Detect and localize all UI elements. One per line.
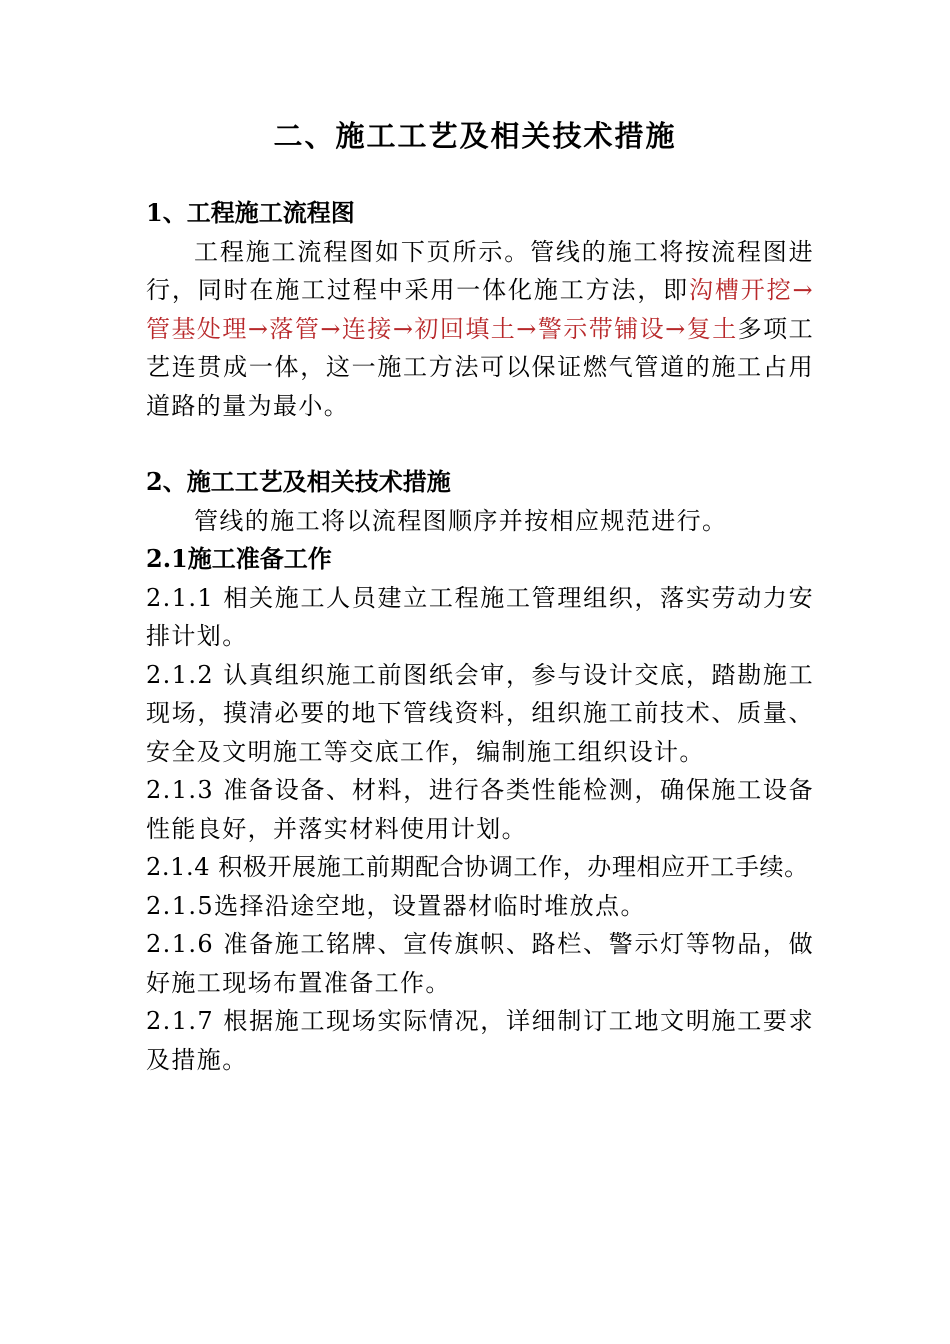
process-arrow: → (516, 314, 538, 343)
process-step: 管基处理 (146, 314, 248, 343)
process-arrow: → (320, 314, 342, 343)
process-step: 复土 (686, 314, 738, 343)
list-item: 2.1.5选择沿途空地，设置器材临时堆放点。 (146, 891, 646, 920)
process-step: 沟槽开挖 (689, 276, 793, 304)
process-step: 连接 (341, 314, 393, 343)
process-arrow: → (392, 314, 415, 343)
section-2-heading: 2、施工工艺及相关技术措施 (146, 467, 451, 496)
process-arrow: → (792, 276, 814, 304)
section-1-intro: 工程施工流程图如下页所示。管线的施工将按流程图进行，同时在施工过程中采用一体化施工方法，即 (146, 237, 814, 304)
list-item: 2.1.4 积极开展施工前期配合协调工作，办理相应开工手续。 (146, 853, 809, 881)
list-item: 2.1.2 认真组织施工前图纸会审，参与设计交底，踏勘施工现场，摸清必要的地下管线资料，组织施工前技术、质量、安全及文明施工等交底工作，编制施工组织设计。 (146, 660, 814, 766)
section-2-intro: 管线的施工将以流程图顺序并按相应规范进行。 (194, 506, 728, 535)
page-title: 二、施工工艺及相关技术措施 (273, 119, 677, 153)
process-step: 警示带铺设 (537, 314, 666, 343)
subsection-heading: 2.1施工准备工作 (146, 544, 332, 573)
list-item: 2.1.7 根据施工现场实际情况，详细制订工地文明施工要求及措施。 (146, 1007, 814, 1074)
section-spacer (146, 425, 814, 463)
document-body (146, 194, 814, 1079)
process-step: 落管 (269, 314, 321, 343)
process-step: 初回填土 (414, 314, 517, 343)
list-item: 2.1.1 相关施工人员建立工程施工管理组织，落实劳动力安排计划。 (146, 583, 814, 650)
process-arrow: → (247, 314, 270, 343)
section-1-heading: 1、工程施工流程图 (146, 198, 355, 227)
process-arrow: → (665, 314, 687, 343)
list-item: 2.1.3 准备设备、材料，进行各类性能检测，确保施工设备性能良好，并落实材料使用计划。 (146, 776, 814, 843)
list-item: 2.1.6 准备施工铭牌、宣传旗帜、路栏、警示灯等物品，做好施工现场布置准备工作。 (146, 930, 814, 997)
section-1-outro: 多项工艺连贯成一体，这一施工方法可以保证燃气管道的施工占用道路的量为最小。 (146, 314, 814, 420)
section-1-paragraph (146, 233, 814, 426)
